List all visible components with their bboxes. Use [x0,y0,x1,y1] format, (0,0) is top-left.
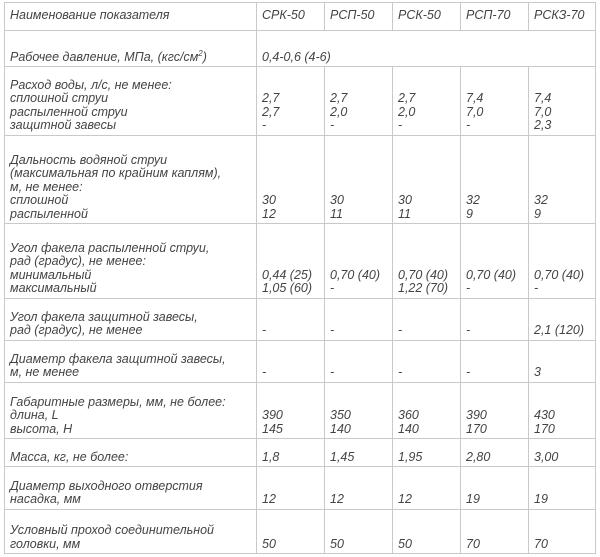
table-row-working-pressure [5,31,596,67]
label-line: Угол факела защитной завесы, [10,309,198,324]
row-label [5,298,257,340]
value: 170 [466,421,487,436]
value: 7,0 [534,104,552,119]
label-line: (максимальная по крайним каплям), [10,166,222,181]
value: 2,1 (120) [534,323,585,338]
value: 1,95 [398,449,423,464]
label-line-text: Рабочее давление, МПа, $(кгс/см^2)$ [10,48,207,64]
value: 11 [330,206,343,221]
row-label [5,509,257,553]
value-cell [325,467,393,509]
value: 2,0 [330,104,348,119]
value-cell [393,340,461,382]
value-cell [529,382,596,438]
value: 7,4 [534,91,552,106]
label-line: рад (градус), не менее [10,323,143,338]
value: 390 [466,408,487,423]
table-row-curtain-diameter [5,340,596,382]
row-label [5,224,257,298]
value: 350 [330,408,351,423]
value: 30 [262,193,276,208]
value: 70 [534,536,548,551]
value: - [262,365,267,380]
value-cell [257,298,325,340]
table-row-dimensions [5,382,596,438]
value: 50 [262,536,276,551]
value-cell [257,509,325,553]
value: 2,7 [330,91,348,106]
value: 2,3 [534,118,552,133]
row-label [5,439,257,467]
value: 7,4 [466,91,484,106]
value: 11 [398,206,411,221]
value: 430 [534,408,555,423]
value: 0,70 (40) [330,267,381,282]
value: - [398,323,403,338]
value: 30 [330,193,344,208]
value: 360 [398,408,419,423]
value-cell [257,340,325,382]
value-cell [461,135,529,223]
label-line: распыленной [10,206,88,221]
value-cell [257,135,325,223]
value: 390 [262,408,283,423]
value: 12 [262,206,276,221]
label-line: Угол факела распыленной струи, [10,240,210,255]
value: 30 [398,193,412,208]
value-cell [461,224,529,298]
value: 9 [466,206,473,221]
value-cell [325,340,393,382]
value-cell [393,224,461,298]
value: 2,0 [398,104,416,119]
label-line: распыленной струи [10,104,128,119]
value-cell [461,298,529,340]
value-cell [461,340,529,382]
value-cell [257,224,325,298]
value: 32 [534,193,548,208]
value: - [466,323,471,338]
value: - [534,281,539,296]
label-line: длина, L [10,408,59,423]
label-line: защитной завесы [10,118,117,133]
value: - [330,281,335,296]
value-cell [325,298,393,340]
value-cell [257,382,325,438]
value: 1,8 [262,449,280,464]
label-line: Масса, кг, не более: [10,449,129,464]
value: - [466,365,471,380]
value: 70 [466,536,480,551]
value-cell [461,509,529,553]
value: 0,70 (40) [534,267,585,282]
value-cell [529,135,596,223]
value-cell [461,467,529,509]
header-model-rsk-50: РСК-50 [393,3,461,31]
value: 170 [534,421,555,436]
value: 32 [466,193,480,208]
value: - [466,281,471,296]
row-label [5,340,257,382]
value: - [398,118,403,133]
value: 12 [330,492,344,507]
value: 19 [534,492,548,507]
label-line [10,48,251,65]
value: 7,0 [466,104,484,119]
label-line: сплошной [10,193,69,208]
table-row-curtain-angle [5,298,596,340]
value: 3 [534,365,541,380]
value: - [262,323,267,338]
value: - [330,365,335,380]
value: 12 [398,492,412,507]
value: 0,44 (25) [262,267,313,282]
label-line: Габаритные размеры, мм, не более: [10,394,226,409]
label-line: Диаметр факела защитной завесы, [10,351,226,366]
label-line: рад (градус), не менее: [10,254,146,269]
table-row-water-flow [5,67,596,135]
value: 145 [262,421,283,436]
value-cell [393,67,461,135]
header-model-rsp-50: РСП-50 [325,3,393,31]
value-cell [325,135,393,223]
value-cell [529,67,596,135]
label-line: высота, H [10,421,73,436]
value: - [262,118,267,133]
value-cell [325,382,393,438]
value-cell [529,224,596,298]
value: 50 [398,536,412,551]
label-line: максимальный [10,281,97,296]
value-cell [393,382,461,438]
label-line: насадка, мм [10,492,81,507]
value-cell [325,439,393,467]
value-cell [529,439,596,467]
value-cell [257,467,325,509]
header-model-rskz-70: РСКЗ-70 [529,3,596,31]
value-cell [461,439,529,467]
header-row [5,3,596,31]
table-row-mass [5,439,596,467]
label-line: головки, мм [10,536,81,551]
label-line: м, не менее: [10,179,83,194]
label-line: м, не менее [10,365,80,380]
value-cell [257,439,325,467]
value: 3,00 [534,449,559,464]
value: 140 [330,421,351,436]
value-cell [461,382,529,438]
value-cell [257,67,325,135]
value-cell [529,509,596,553]
table-row-connecting-head [5,509,596,553]
value: - [330,323,335,338]
value-cell [529,467,596,509]
value: - [398,365,403,380]
value: 2,80 [466,449,491,464]
value: 0,70 (40) [466,267,517,282]
label-line: сплошной струи [10,91,109,106]
value-cell [393,298,461,340]
value-cell [393,509,461,553]
value-cell [461,67,529,135]
value-cell [529,298,596,340]
header-model-srk-50: СРК-50 [257,3,325,31]
label-line: Расход воды, л/с, не менее: [10,77,172,92]
value: 2,7 [262,91,280,106]
merged-value: 0,4-0,6 (4-6) [262,49,331,64]
value: - [466,118,471,133]
value-cell [393,439,461,467]
value: 9 [534,206,541,221]
header-parameter-name: Наименование показателя [5,3,257,31]
table-row-spray-angle [5,224,596,298]
value-cell [529,340,596,382]
merged-value-cell [257,31,596,67]
value: 12 [262,492,276,507]
value: 0,70 (40) [398,267,449,282]
value-cell [393,467,461,509]
specifications-table [4,2,596,554]
value: 19 [466,492,480,507]
label-line: Условный проход соединительной [10,523,215,537]
label-line: минимальный [10,267,92,282]
label-line: Дальность водяной струи [10,152,168,167]
table-row-jet-range [5,135,596,223]
value: - [330,118,335,133]
row-label [5,31,257,67]
value: 1,05 (60) [262,281,313,296]
header-model-rsp-70: РСП-70 [461,3,529,31]
value: 1,22 (70) [398,281,449,296]
value: 50 [330,536,344,551]
table-row-nozzle-diameter [5,467,596,509]
row-label [5,382,257,438]
value: 2,7 [398,91,416,106]
value-cell [393,135,461,223]
label-line: Диаметр выходного отверстия [10,478,203,493]
row-label [5,67,257,135]
value-cell [325,67,393,135]
row-label [5,467,257,509]
value: 2,7 [262,104,280,119]
value: 140 [398,421,419,436]
row-label [5,135,257,223]
value-cell [325,509,393,553]
value-cell [325,224,393,298]
value: 1,45 [330,449,355,464]
